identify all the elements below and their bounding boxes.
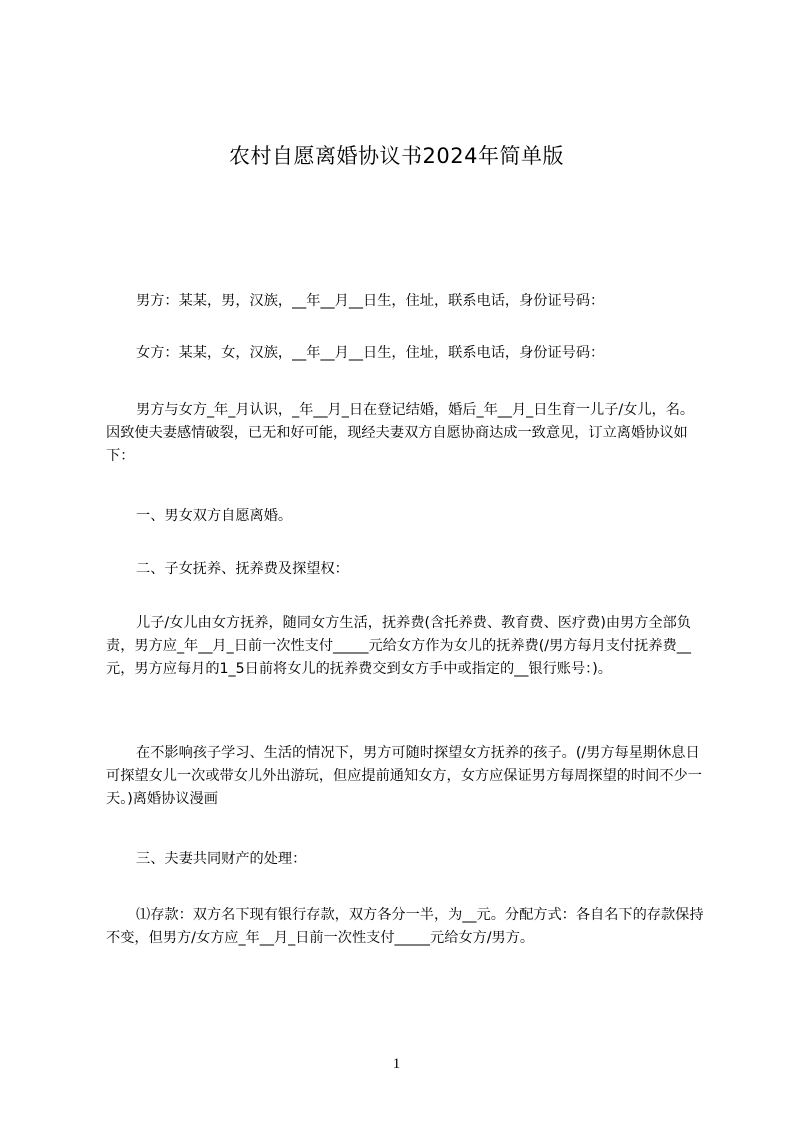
- paragraph-savings: ⑴存款：双方名下现有银行存款，双方各分一半，为__元。分配方式：各自名下的存款保持不变，但男方/女方应_年__月_日前一次性支付_____元给女方/男方。: [106, 907, 704, 946]
- paragraph-visitation: 在不影响孩子学习、生活的情况下，男方可随时探望女方抚养的孩子。(/男方每星期休息日可探望女儿一次或带女儿外出游玩，但应提前通知女方，女方应保证男方每周探望的时间不少一天。)离婚协议漫画: [106, 745, 702, 807]
- page-number: 1: [392, 1056, 401, 1072]
- paragraph-clause-2-heading: 二、子女抚养、抚养费及探望权：: [136, 561, 349, 577]
- document-title: 农村自愿离婚协议书2024年简单版: [229, 144, 564, 168]
- paragraph-wife-info: 女方：某某，女，汉族，__年__月__日生，住址，联系电话，身份证号码：: [136, 345, 605, 361]
- paragraph-husband-info: 男方：某某，男，汉族，__年__月__日生，住址，联系电话，身份证号码：: [136, 293, 605, 309]
- paragraph-background: 男方与女方_年_月认识，_年__月_日在登记结婚，婚后_年__月_日生育一儿子/女儿，名。因致使夫妻感情破裂，已无和好可能，现经夫妻双方自愿协商达成一致意见，订立离婚协议如下：: [106, 402, 695, 464]
- paragraph-child-support: 儿子/女儿由女方抚养，随同女方生活，抚养费(含托养费、教育费、医疗费)由男方全部负责，男方应_年__月_日前一次性支付_____元给女方作为女儿的抚养费(/男方每月支付抚养费__元，男方应每月的1_5日前将女儿的抚养费交到女方手中或指定的__银行账号：)。: [106, 615, 691, 677]
- paragraph-clause-1: 一、男女双方自愿离婚。: [136, 508, 293, 524]
- paragraph-clause-3-heading: 三、夫妻共同财产的处理：: [136, 851, 307, 867]
